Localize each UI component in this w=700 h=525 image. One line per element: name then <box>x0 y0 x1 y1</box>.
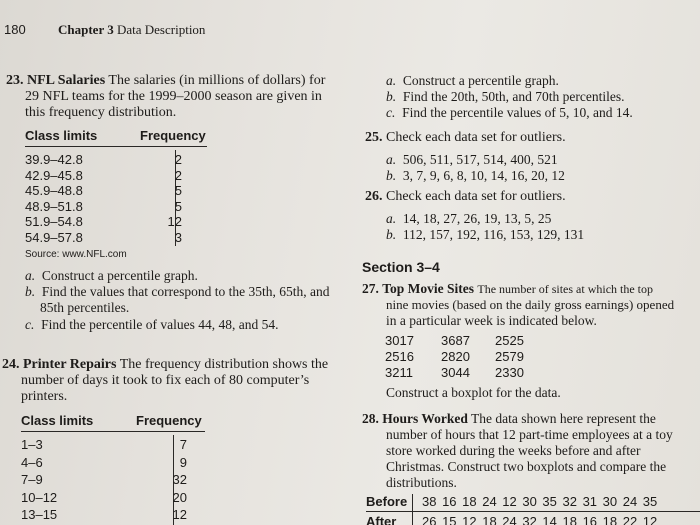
problem-28-title: Hours Worked <box>382 411 468 426</box>
class-limits-cell: 54.9–57.8 <box>25 229 83 245</box>
problem-26-part-a <box>386 211 551 226</box>
problem-28-title-line <box>362 411 656 427</box>
part-text: 112, 157, 192, 116, 153, 129, 131 <box>402 227 585 242</box>
part-label: a. <box>25 268 36 283</box>
problem-23-part-a <box>25 268 198 283</box>
problem-28-line-4: Christmas. Construct two boxplots and compare the <box>386 459 667 474</box>
table-header-rule <box>21 431 205 432</box>
problem-28-line-3: store worked during the weeks before and after <box>386 443 641 458</box>
problem-23-number: 23. <box>6 73 24 88</box>
nfl-frequency-table <box>25 128 210 246</box>
problem-23-part-b <box>25 284 329 299</box>
class-limits-cell: 39.9–42.8 <box>25 152 83 167</box>
problem-23-line-1: The salaries (in millions of dollars) for <box>108 73 326 88</box>
frequency-cell: 3 <box>174 229 182 245</box>
frequency-cell: 7 <box>179 437 187 452</box>
frequency-cell: 5 <box>174 198 182 214</box>
problem-25-text: Check each data set for outliers. <box>386 130 566 145</box>
problem-26-part-b <box>386 227 584 242</box>
class-limits-cell: 7–9 <box>21 472 43 487</box>
problem-25-part-b <box>386 168 565 183</box>
problem-26 <box>365 189 566 205</box>
class-limits-cell: 51.9–54.8 <box>25 214 83 229</box>
chapter-header <box>58 22 205 38</box>
after-label: After <box>366 514 397 525</box>
frequency-cell: 9 <box>179 454 187 470</box>
before-values: 38 16 18 24 12 30 35 32 31 30 24 35 <box>422 494 658 509</box>
after-values: 26 15 12 18 24 32 14 18 16 18 22 12 <box>422 514 658 525</box>
right-part-c <box>386 105 633 120</box>
table-row-rule <box>366 511 700 512</box>
class-limits-cell: 45.9–48.8 <box>25 183 83 198</box>
problem-25-part-a <box>386 152 558 167</box>
problem-24-line-2: number of days it took to fix each of 80 computer’s <box>21 373 310 388</box>
frequency-cell: 32 <box>172 472 187 487</box>
problem-26-text: Check each data set for outliers. <box>386 189 566 204</box>
problem-28-line-5: distributions. <box>386 475 457 490</box>
chapter-title: Data Description <box>116 22 206 37</box>
frequency-cell: 20 <box>172 489 187 505</box>
part-text: Find the percentile of values 44, 48, and 54. <box>41 317 279 332</box>
before-label: Before <box>366 494 408 509</box>
right-part-b <box>386 89 624 104</box>
site-count-value: 2330 <box>495 365 524 380</box>
problem-28-line-1: The data shown here represent the <box>471 411 656 426</box>
site-count-value: 3044 <box>441 365 470 380</box>
problem-27-number: 27. <box>362 281 379 296</box>
problem-24-title: Printer Repairs <box>23 357 117 372</box>
printer-frequency-table <box>21 413 211 525</box>
part-text: Find the percentile values of 5, 10, and 14. <box>402 105 633 120</box>
site-count-value: 2516 <box>385 349 414 364</box>
problem-23-source: Source: www.NFL.com <box>25 249 127 260</box>
problem-27-values <box>385 333 545 381</box>
problem-23-part-c <box>25 317 278 332</box>
part-label: a. <box>386 73 397 88</box>
site-count-value: 2525 <box>495 333 524 348</box>
site-count-value: 2820 <box>441 349 470 364</box>
problem-23-line-2: 29 NFL teams for the 1999–2000 season are given in <box>25 89 322 104</box>
problem-24-title-line <box>2 357 328 373</box>
chapter-label: Chapter 3 <box>58 22 114 37</box>
site-count-value: 3211 <box>385 365 413 380</box>
problem-28-line-2: number of hours that 12 part-time employees at a toy <box>386 427 673 442</box>
problem-27-line-1: The number of sites at which the top <box>477 282 654 296</box>
table-column-rule <box>412 494 413 525</box>
problem-27-line-2: nine movies (based on the daily gross earnings) opened <box>386 297 675 312</box>
table-header-class-limits: Class limits <box>25 128 98 143</box>
part-label: c. <box>25 317 35 332</box>
part-text: 506, 511, 517, 514, 400, 521 <box>402 152 558 167</box>
part-label: c. <box>386 105 396 120</box>
table-header-rule <box>25 146 207 147</box>
class-limits-cell: 42.9–45.8 <box>25 167 83 183</box>
problem-27-instruction: Construct a boxplot for the data. <box>386 385 561 400</box>
problem-23-part-b-line-2: 85th percentiles. <box>40 300 130 315</box>
frequency-cell: 5 <box>174 183 182 198</box>
problem-25 <box>365 130 566 146</box>
problem-23-title: NFL Salaries <box>27 73 106 88</box>
problem-26-number: 26. <box>365 189 383 204</box>
table-header-class-limits: Class limits <box>21 413 94 428</box>
part-text: Find the values that correspond to the 35th, 65th, and <box>41 284 330 299</box>
part-label: a. <box>386 152 397 167</box>
part-label: b. <box>386 227 397 242</box>
problem-23-line-3: this frequency distribution. <box>25 105 177 120</box>
problem-25-number: 25. <box>365 130 383 145</box>
problem-27-title-line <box>362 281 653 297</box>
page-number: 180 <box>4 22 26 37</box>
frequency-cell: 12 <box>172 507 187 522</box>
table-header-frequency: Frequency <box>136 413 202 428</box>
part-label: b. <box>386 89 397 104</box>
frequency-cell: 2 <box>174 167 182 183</box>
problem-24-line-1: The frequency distribution shows the <box>119 357 329 372</box>
problem-27-line-3: in a particular week is indicated below. <box>386 313 597 328</box>
part-text: Construct a percentile graph. <box>41 268 198 283</box>
class-limits-cell: 48.9–51.8 <box>25 198 83 214</box>
problem-24-line-3: printers. <box>21 389 68 404</box>
class-limits-cell: 1–3 <box>21 437 43 452</box>
right-part-a <box>386 73 559 88</box>
problem-28-number: 28. <box>362 411 379 426</box>
part-label: a. <box>386 211 397 226</box>
site-count-value: 3687 <box>441 333 470 348</box>
problem-27-title: Top Movie Sites <box>382 281 475 296</box>
part-text: 3, 7, 9, 6, 8, 10, 14, 16, 20, 12 <box>402 168 565 183</box>
site-count-value: 3017 <box>385 333 414 348</box>
section-heading: Section 3–4 <box>362 259 440 275</box>
part-text: Find the 20th, 50th, and 70th percentiles. <box>402 89 625 104</box>
hours-worked-table <box>366 494 700 525</box>
frequency-cell: 12 <box>167 214 182 229</box>
part-label: b. <box>25 284 36 299</box>
class-limits-cell: 13–15 <box>21 507 58 522</box>
problem-24-number: 24. <box>2 357 20 372</box>
part-label: b. <box>386 168 397 183</box>
problem-23-title-line <box>6 73 325 89</box>
class-limits-cell: 4–6 <box>21 454 43 470</box>
frequency-cell: 2 <box>174 152 182 167</box>
part-text: Construct a percentile graph. <box>402 73 559 88</box>
part-text: 14, 18, 27, 26, 19, 13, 5, 25 <box>402 211 552 226</box>
table-header-frequency: Frequency <box>140 128 206 143</box>
class-limits-cell: 10–12 <box>21 489 58 505</box>
site-count-value: 2579 <box>495 349 524 364</box>
